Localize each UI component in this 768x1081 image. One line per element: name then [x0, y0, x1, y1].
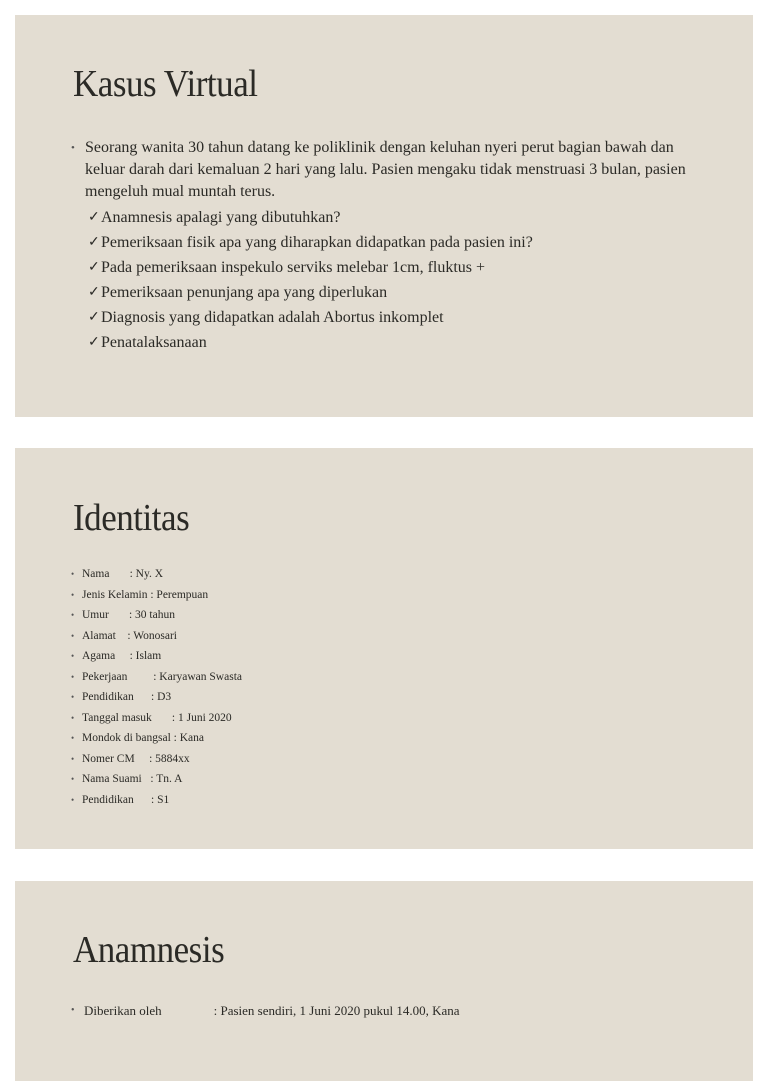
slide-title: Kasus Virtual	[73, 63, 258, 105]
list-item-text: Anamnesis apalagi yang dibutuhkan?	[101, 209, 341, 226]
list-item	[71, 646, 242, 667]
question-list	[71, 205, 691, 355]
bullet-icon: •	[71, 794, 75, 805]
bullet-icon: •	[71, 1005, 75, 1016]
bullet-icon: •	[71, 589, 75, 600]
list-item	[71, 564, 242, 585]
list-item	[71, 749, 242, 770]
checkmark-icon: ✓	[88, 210, 100, 225]
list-item-text: Pekerjaan : Karyawan Swasta	[82, 670, 242, 683]
list-item	[71, 205, 691, 230]
case-description	[71, 137, 691, 203]
list-item-text: Tanggal masuk : 1 Juni 2020	[82, 711, 232, 724]
list-item-text: Diagnosis yang didapatkan adalah Abortus inkomplet	[101, 309, 444, 326]
list-item	[71, 230, 691, 255]
slide-kasus-virtual	[15, 15, 753, 417]
list-item-text: Umur : 30 tahun	[82, 609, 175, 621]
slide-anamnesis	[15, 881, 753, 1081]
list-item-text: Pendidikan : S1	[82, 793, 170, 806]
list-item-text: Pemeriksaan fisik apa yang diharapkan didapatkan pada pasien ini?	[101, 234, 533, 251]
list-item-text: Nomer CM : 5884xx	[82, 752, 190, 765]
checkmark-icon: ✓	[88, 285, 100, 300]
bullet-icon: •	[71, 774, 75, 784]
list-item	[71, 708, 242, 729]
bullet-icon: •	[71, 692, 75, 702]
bullet-icon: •	[71, 142, 75, 154]
slide-body	[71, 137, 691, 355]
bullet-icon: •	[71, 671, 75, 682]
bullet-icon: •	[71, 610, 75, 620]
list-item-text: Nama : Ny. X	[82, 568, 164, 580]
list-item	[71, 585, 242, 606]
list-item	[71, 255, 691, 280]
list-item-text: Pendidikan : D3	[82, 691, 172, 703]
list-item	[71, 280, 691, 305]
list-item-text: Nama Suami : Tn. A	[82, 773, 183, 785]
list-item-text: Alamat : Wonosari	[82, 629, 177, 642]
checkmark-icon: ✓	[88, 235, 100, 250]
case-text: Seorang wanita 30 tahun datang ke poliklinik dengan keluhan nyeri perut bagian bawah dan keluar darah dari kemaluan 2 hari yang lalu. Pasien mengaku tidak menstruasi 3 bulan, pasien mengeluh mual muntah terus.	[85, 139, 686, 200]
list-item-text: Diberikan oleh : Pasien sendiri, 1 Juni 2020 pukul 14.00, Kana	[84, 1003, 460, 1018]
list-item	[71, 605, 242, 626]
slide-title: Anamnesis	[73, 929, 225, 971]
slide-identitas	[15, 448, 753, 849]
anamnesis-list	[71, 1001, 460, 1021]
list-item	[71, 687, 242, 708]
checkmark-icon: ✓	[88, 310, 100, 325]
bullet-icon: •	[71, 569, 75, 579]
identity-list	[71, 564, 242, 810]
list-item	[71, 330, 691, 355]
list-item	[71, 667, 242, 688]
list-item-text: Penatalaksanaan	[101, 334, 207, 351]
list-item	[71, 728, 242, 749]
bullet-icon: •	[71, 630, 75, 641]
list-item-text: Pemeriksaan penunjang apa yang diperlukan	[101, 284, 388, 301]
list-item-text: Jenis Kelamin : Perempuan	[82, 588, 209, 601]
bullet-icon: •	[71, 733, 75, 743]
checkmark-icon: ✓	[88, 335, 100, 350]
list-item	[71, 1001, 460, 1021]
list-item-text: Pada pemeriksaan inspekulo serviks melebar 1cm, fluktus +	[101, 259, 486, 276]
checkmark-icon: ✓	[88, 260, 100, 275]
list-item	[71, 626, 242, 647]
list-item-text: Agama : Islam	[82, 650, 162, 662]
list-item	[71, 305, 691, 330]
bullet-icon: •	[71, 651, 75, 661]
slide-title: Identitas	[73, 497, 190, 539]
bullet-icon: •	[71, 753, 75, 764]
bullet-icon: •	[71, 712, 75, 723]
list-item	[71, 790, 242, 811]
list-item-text: Mondok di bangsal : Kana	[82, 732, 205, 744]
list-item	[71, 769, 242, 790]
